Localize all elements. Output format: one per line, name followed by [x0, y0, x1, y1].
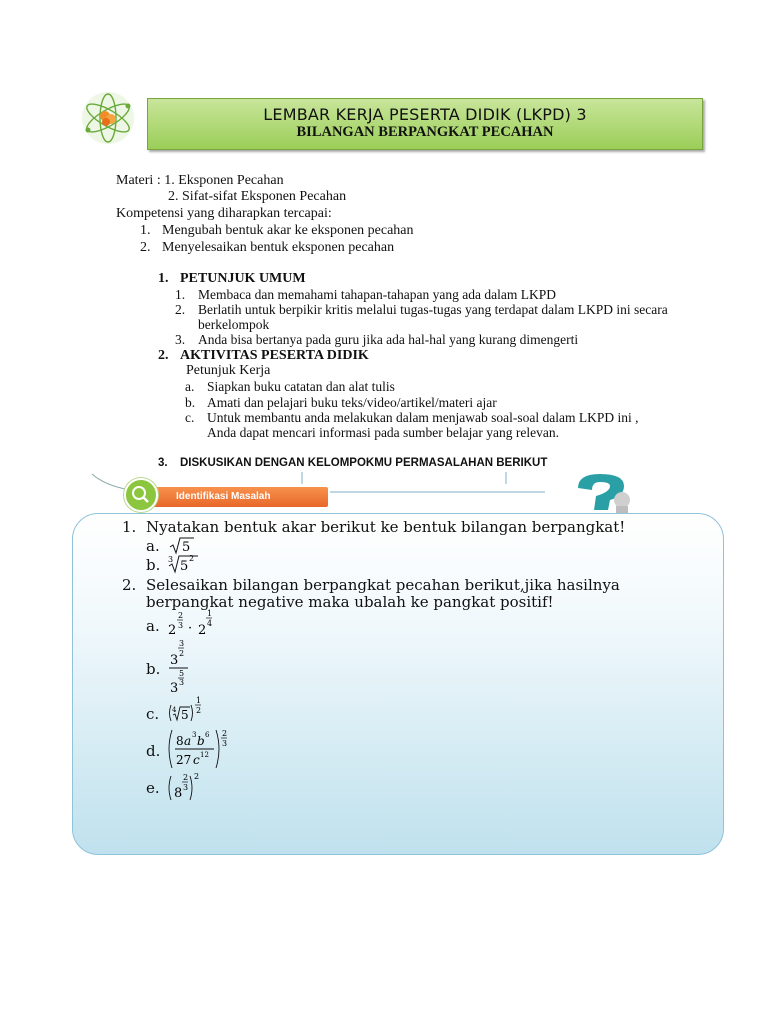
svg-text:5: 5: [182, 540, 191, 555]
option-label: b.: [146, 660, 161, 678]
identifikasi-masalah-banner: Identifikasi Masalah: [150, 487, 328, 507]
option-label: a.: [146, 537, 160, 555]
option-label: a.: [146, 617, 160, 635]
svg-text:5: 5: [180, 559, 189, 574]
svg-text:4: 4: [207, 619, 213, 628]
svg-text:12: 12: [200, 751, 209, 759]
math-cuberoot-5-squared: [166, 552, 200, 574]
list-item: Amati dan pelajari buku teks/video/artikel/materi ajar: [207, 395, 497, 410]
svg-text:2: 2: [222, 729, 228, 738]
svg-text:2: 2: [168, 623, 177, 638]
page-subtitle: BILANGAN BERPANGKAT PECAHAN: [296, 124, 554, 140]
list-letter: b.: [185, 395, 196, 410]
list-number: 3.: [175, 332, 186, 347]
svg-text:3: 3: [178, 621, 184, 630]
list-item: Siapkan buku catatan dan alat tulis: [207, 379, 395, 394]
math-expression-2d: [166, 724, 238, 774]
section-subheading: Petunjuk Kerja: [186, 363, 271, 378]
svg-text:3: 3: [192, 731, 197, 739]
svg-text:3: 3: [170, 681, 179, 696]
list-item: Anda bisa bertanya pada guru jika ada hal-hal yang kurang dimengerti: [198, 332, 579, 347]
atom-icon: [78, 88, 138, 148]
list-item-continued: Anda dapat mencari informasi pada sumber belajar yang relevan.: [207, 425, 559, 440]
title-banner: [147, 98, 703, 150]
svg-text:2: 2: [198, 623, 207, 638]
svg-text:5: 5: [181, 708, 189, 722]
option-label: d.: [146, 742, 161, 760]
svg-text:c: c: [193, 753, 200, 767]
materi-item-2: 2. Sifat-sifat Eksponen Pecahan: [168, 189, 347, 204]
svg-text:3: 3: [179, 639, 185, 648]
svg-text:2: 2: [196, 706, 202, 715]
section-heading: PETUNJUK UMUM: [180, 271, 306, 286]
svg-text:1: 1: [196, 696, 202, 705]
list-item: Untuk membantu anda melakukan dalam menjawab soal-soal dalam LKPD ini ,: [207, 410, 639, 425]
svg-text:27: 27: [176, 753, 192, 767]
svg-text:2: 2: [183, 773, 189, 782]
svg-text:2: 2: [194, 772, 200, 781]
svg-text:1: 1: [207, 609, 213, 618]
svg-text:·: ·: [188, 621, 193, 636]
question-number: 2.: [122, 576, 137, 594]
svg-text:3: 3: [179, 678, 185, 687]
materi-line-1: Materi : 1. Eksponen Pecahan: [116, 173, 284, 188]
list-item: Membaca dan memahami tahapan-tahapan yang ada dalam LKPD: [198, 287, 556, 302]
svg-text:6: 6: [205, 731, 210, 739]
math-expression-2e: [166, 768, 210, 804]
svg-text:a: a: [184, 734, 192, 748]
svg-text:8: 8: [176, 734, 184, 748]
kompetensi-num: 1.: [140, 223, 151, 238]
kompetensi-num: 2.: [140, 240, 151, 255]
math-expression-2a: [166, 608, 226, 638]
list-item: Berlatih untuk berpikir kritis melalui tugas-tugas yang terdapat dalam LKPD ini secara: [198, 302, 668, 317]
section-heading: DISKUSIKAN DENGAN KELOMPOKMU PERMASALAHAN BERIKUT: [180, 457, 548, 469]
kompetensi-title: Kompetensi yang diharapkan tercapai:: [116, 206, 332, 221]
page-title: LEMBAR KERJA PESERTA DIDIK (LKPD) 3: [263, 105, 587, 124]
question-mark-icon: [570, 470, 640, 516]
svg-text:3: 3: [170, 653, 179, 668]
option-label: e.: [146, 779, 160, 797]
svg-text:2: 2: [178, 611, 184, 620]
svg-text:4: 4: [172, 706, 177, 714]
svg-text:3: 3: [183, 783, 189, 792]
svg-text:5: 5: [179, 669, 185, 678]
kompetensi-item: Menyelesaikan bentuk eksponen pecahan: [162, 240, 395, 255]
section-number: 3.: [158, 457, 168, 469]
math-expression-2b: [166, 638, 206, 696]
question-number: 1.: [122, 518, 137, 536]
svg-text:2: 2: [179, 649, 185, 658]
svg-text:b: b: [197, 734, 205, 748]
magnifier-icon: [124, 478, 158, 512]
svg-text:3: 3: [168, 555, 174, 564]
list-number: 2.: [175, 302, 186, 317]
question-text: Selesaikan bilangan berpangkat pecahan berikut,jika hasilnya: [146, 576, 620, 594]
math-expression-2c: [166, 695, 210, 725]
kompetensi-item: Mengubah bentuk akar ke eksponen pecahan: [162, 223, 414, 238]
option-label: b.: [146, 556, 161, 574]
section-heading: AKTIVITAS PESERTA DIDIK: [180, 348, 369, 363]
svg-text:2: 2: [189, 554, 195, 563]
question-text-continued: berpangkat negative maka ubalah ke pangkat positif!: [146, 593, 554, 611]
question-text: Nyatakan bentuk akar berikut ke bentuk bilangan berpangkat!: [146, 518, 626, 536]
option-label: c.: [146, 705, 160, 723]
section-number: 2.: [158, 348, 169, 363]
list-letter: a.: [185, 379, 195, 394]
list-number: 1.: [175, 287, 186, 302]
section-number: 1.: [158, 271, 169, 286]
materi-item-1: 1. Eksponen Pecahan: [164, 173, 284, 188]
list-letter: c.: [185, 410, 195, 425]
svg-text:8: 8: [174, 786, 183, 801]
svg-text:3: 3: [222, 739, 228, 748]
list-item-continued: berkelompok: [198, 317, 270, 332]
